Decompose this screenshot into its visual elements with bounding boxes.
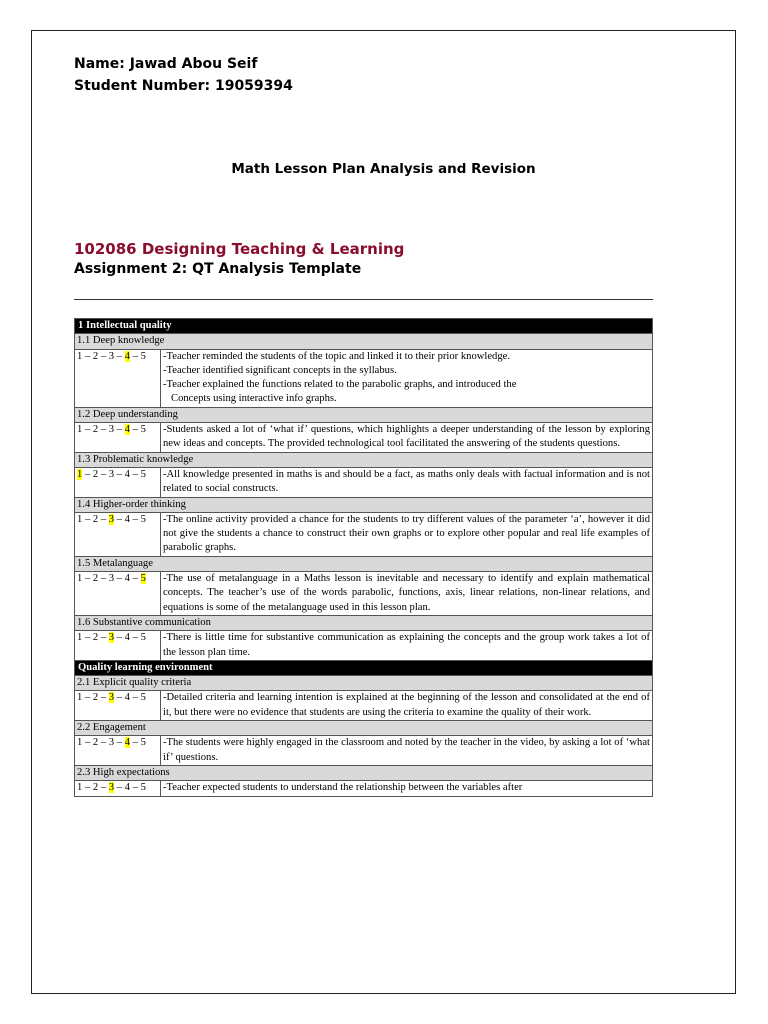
criterion-label-row <box>75 615 653 630</box>
criterion-label: 1.3 Problematic knowledge <box>75 452 653 467</box>
score-2: 2 <box>92 350 99 362</box>
score-4: 4 <box>124 632 130 644</box>
qt-analysis-table <box>74 318 653 797</box>
criterion-comment: -There is little time for substantive communication as explaining the concepts and the group work takes a lot of the lesson plan time. <box>161 631 653 661</box>
horizontal-rule <box>74 299 653 300</box>
score-scale: 1 – 2 – 3 – 4 – 5 <box>75 631 161 661</box>
section-header-row <box>75 319 653 334</box>
score-4: 4 <box>124 692 130 704</box>
score-3: 3 <box>108 737 115 749</box>
section-header-row <box>75 660 653 675</box>
score-5: 5 <box>140 782 146 794</box>
criterion-row <box>75 572 653 616</box>
document-title: Math Lesson Plan Analysis and Revision <box>231 161 536 177</box>
score-2: 2 <box>92 573 99 585</box>
score-2: 2 <box>92 782 99 794</box>
score-5: 5 <box>140 513 146 525</box>
student-number: Student Number: 19059394 <box>74 78 293 94</box>
criterion-label-row <box>75 556 653 571</box>
score-3: 3 <box>108 692 115 704</box>
score-2: 2 <box>92 424 99 436</box>
score-4: 4 <box>124 737 130 749</box>
section-title: Quality learning environment <box>75 660 653 675</box>
score-3: 3 <box>108 468 115 480</box>
comment-line: -Teacher reminded the students of the topic and linked it to their prior knowledge. <box>163 350 510 362</box>
score-3: 3 <box>108 350 115 362</box>
score-4: 4 <box>124 782 130 794</box>
criterion-label: 1.2 Deep understanding <box>75 407 653 422</box>
criterion-label: 2.1 Explicit quality criteria <box>75 676 653 691</box>
score-3: 3 <box>108 513 115 525</box>
score-1: 1 <box>77 350 83 362</box>
criterion-label: 1.4 Higher-order thinking <box>75 497 653 512</box>
score-2: 2 <box>92 632 99 644</box>
score-4: 4 <box>124 573 130 585</box>
comment-line: -Teacher explained the functions related to the parabolic graphs, and introduced the <box>163 379 517 391</box>
score-2: 2 <box>92 468 99 480</box>
criterion-row <box>75 349 653 407</box>
criterion-label-row <box>75 407 653 422</box>
score-2: 2 <box>92 737 99 749</box>
comment-line: -Teacher identified significant concepts in the syllabus. <box>163 364 397 376</box>
score-scale: 1 – 2 – 3 – 4 – 5 <box>75 423 161 453</box>
criterion-label: 2.2 Engagement <box>75 721 653 736</box>
criterion-comment: -The use of metalanguage in a Maths lesson is inevitable and necessary to identify and explain mathematical concepts. The teacher’s use of the words parabolic, functions, axis, linear relations, non-linear relations, and equations is some of the metalanguage used in this lesson plan. <box>161 572 653 616</box>
score-scale: 1 – 2 – 3 – 4 – 5 <box>75 467 161 497</box>
student-name: Name: Jawad Abou Seif <box>74 56 258 72</box>
score-scale: 1 – 2 – 3 – 4 – 5 <box>75 781 161 796</box>
score-1: 1 <box>77 692 83 704</box>
criterion-label: 1.5 Metalanguage <box>75 556 653 571</box>
criterion-comment: -The online activity provided a chance for the students to try different values of the parameter ‘a’, however it did not give the students a chance to construct their own graphs or to explore other popular and real life examples of parabolic graphs. <box>161 512 653 556</box>
criterion-label-row <box>75 676 653 691</box>
criterion-label-row <box>75 765 653 780</box>
document-page <box>31 30 736 994</box>
criterion-row <box>75 691 653 721</box>
score-5: 5 <box>140 424 146 436</box>
score-4: 4 <box>124 468 130 480</box>
criterion-label: 2.3 High expectations <box>75 765 653 780</box>
score-5: 5 <box>140 350 146 362</box>
criterion-row <box>75 423 653 453</box>
score-3: 3 <box>108 632 115 644</box>
score-3: 3 <box>108 782 115 794</box>
score-3: 3 <box>108 424 115 436</box>
score-1: 1 <box>77 737 83 749</box>
score-scale: 1 – 2 – 3 – 4 – 5 <box>75 349 161 407</box>
criterion-label-row <box>75 452 653 467</box>
assignment-title: Assignment 2: QT Analysis Template <box>74 261 362 277</box>
score-scale: 1 – 2 – 3 – 4 – 5 <box>75 572 161 616</box>
score-4: 4 <box>124 350 130 362</box>
score-1: 1 <box>77 468 83 480</box>
criterion-row <box>75 467 653 497</box>
score-1: 1 <box>77 782 83 794</box>
score-2: 2 <box>92 513 99 525</box>
criterion-row <box>75 512 653 556</box>
score-1: 1 <box>77 424 83 436</box>
score-1: 1 <box>77 632 83 644</box>
score-5: 5 <box>140 737 146 749</box>
score-5: 5 <box>140 573 146 585</box>
score-5: 5 <box>140 468 146 480</box>
score-1: 1 <box>77 573 83 585</box>
score-2: 2 <box>92 692 99 704</box>
criterion-row <box>75 781 653 796</box>
criterion-label-row <box>75 497 653 512</box>
criterion-label-row <box>75 334 653 349</box>
comment-line: Concepts using interactive info graphs. <box>171 393 337 405</box>
score-4: 4 <box>124 424 130 436</box>
criterion-comment: -Students asked a lot of ‘what if’ questions, which highlights a deeper understanding of the lesson by exploring new ideas and concepts. The provided technological tool facilitated the answering of the students questions. <box>161 423 653 453</box>
criterion-comment: -All knowledge presented in maths is and should be a fact, as maths only deals with factual information and is not related to social constructs. <box>161 467 653 497</box>
criterion-label: 1.6 Substantive communication <box>75 615 653 630</box>
criterion-row <box>75 631 653 661</box>
score-scale: 1 – 2 – 3 – 4 – 5 <box>75 691 161 721</box>
criterion-comment: -Detailed criteria and learning intention is explained at the beginning of the lesson and consolidated at the end of it, but there were no evidence that students are using the criteria to examine the quality of their work. <box>161 691 653 721</box>
score-4: 4 <box>124 513 130 525</box>
criterion-comment: -The students were highly engaged in the classroom and noted by the teacher in the video, by asking a lot of ‘what if’ questions. <box>161 736 653 766</box>
score-scale: 1 – 2 – 3 – 4 – 5 <box>75 736 161 766</box>
score-5: 5 <box>140 692 146 704</box>
criterion-comment: -Teacher expected students to understand the relationship between the variables after <box>161 781 653 796</box>
course-title: 102086 Designing Teaching & Learning <box>74 240 405 258</box>
score-scale: 1 – 2 – 3 – 4 – 5 <box>75 512 161 556</box>
score-1: 1 <box>77 513 83 525</box>
criterion-label-row <box>75 721 653 736</box>
criterion-comment <box>161 349 653 407</box>
criterion-label: 1.1 Deep knowledge <box>75 334 653 349</box>
section-title: 1 Intellectual quality <box>75 319 653 334</box>
criterion-row <box>75 736 653 766</box>
score-3: 3 <box>108 573 115 585</box>
score-5: 5 <box>140 632 146 644</box>
